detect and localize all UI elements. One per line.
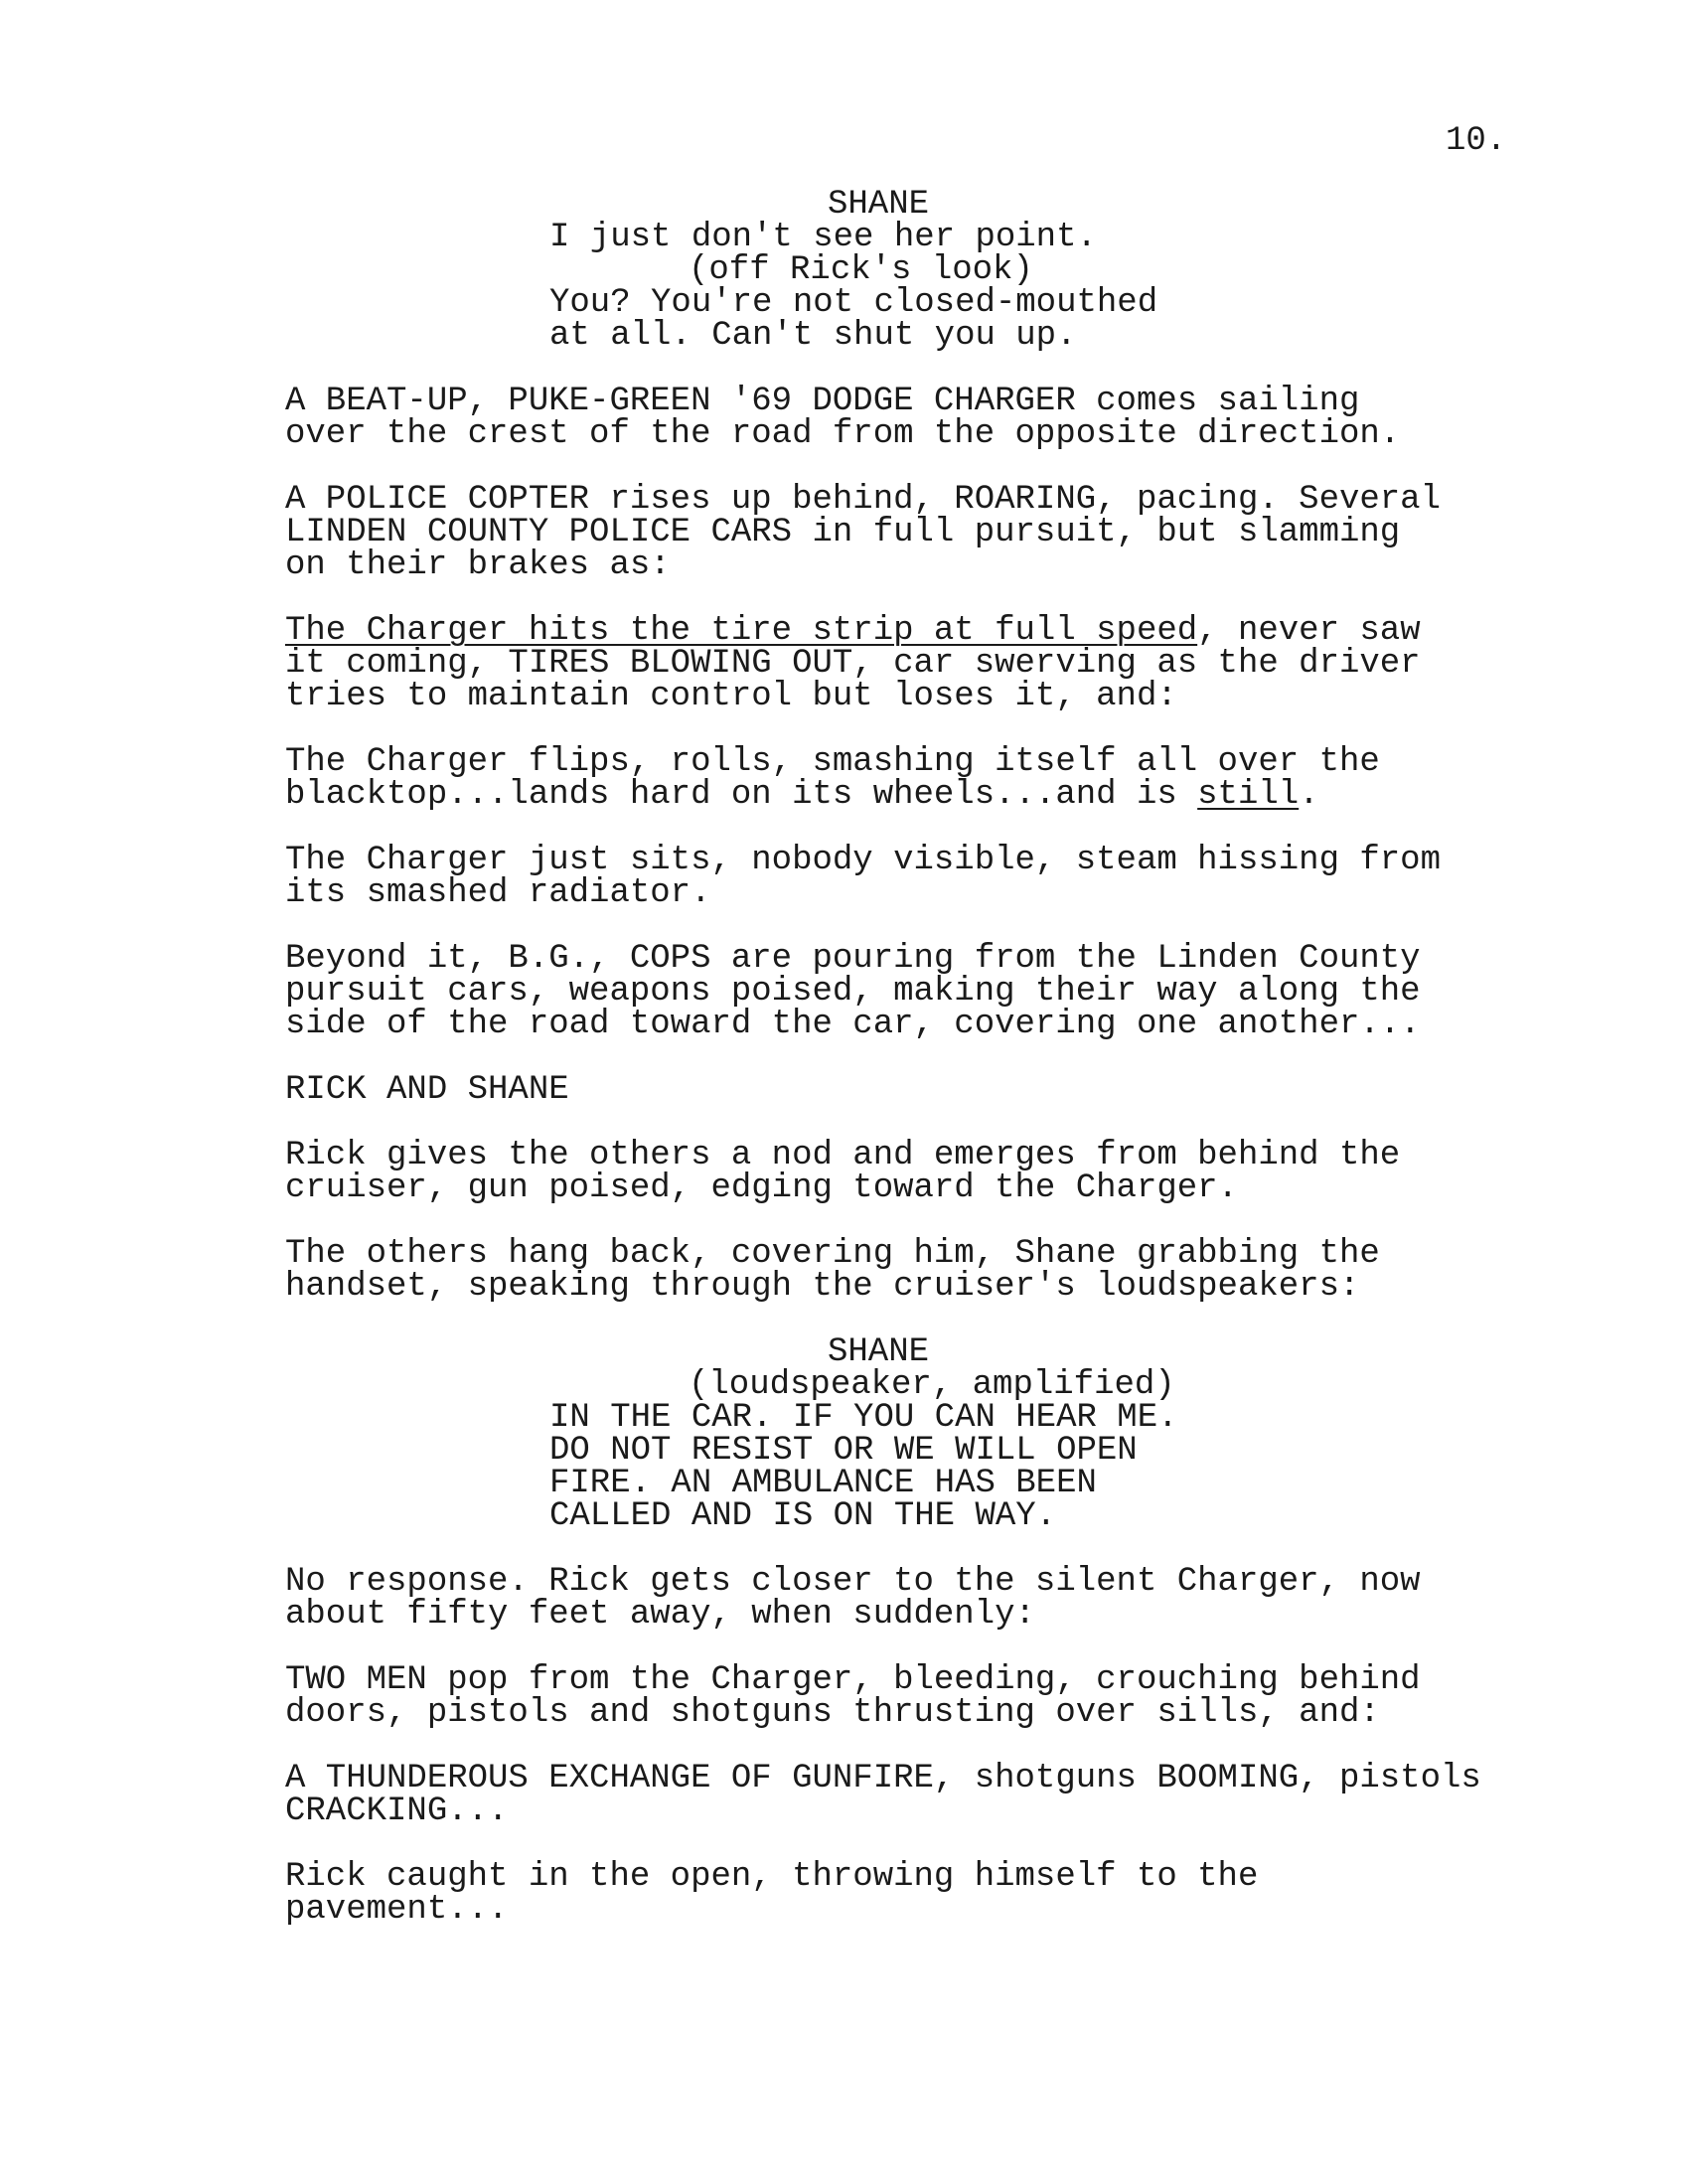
action-paragraph: The Charger just sits, nobody visible, steam hissing from its smashed radiator. [285, 842, 1441, 912]
dialogue-parenthetical: (loudspeaker, amplified) [689, 1366, 1175, 1404]
action-paragraph: Beyond it, B.G., COPS are pouring from the Linden County pursuit cars, weapons poised, making their way along the side of the road toward the car, covering one another... [285, 940, 1421, 1043]
scene-subheading: RICK AND SHANE [285, 1071, 569, 1109]
dialogue-line: I just don't see her point. [549, 219, 1097, 256]
action-paragraph: A BEAT-UP, PUKE-GREEN '69 DODGE CHARGER comes sailing over the crest of the road from the opposite direction. [285, 383, 1401, 453]
action-paragraph: A THUNDEROUS EXCHANGE OF GUNFIRE, shotguns BOOMING, pistols CRACKING... [285, 1760, 1481, 1830]
underlined-text: still [1197, 776, 1300, 814]
dialogue-parenthetical: (off Rick's look) [689, 251, 1033, 289]
action-paragraph: Rick gives the others a nod and emerges from behind the cruiser, gun poised, edging toward the Charger. [285, 1137, 1401, 1207]
action-paragraph [285, 612, 1421, 715]
page-number: 10. [1446, 122, 1507, 160]
action-text: . [1299, 776, 1319, 814]
action-text: , never saw it coming, TIRES BLOWING OUT, car swerving as the driver tries to maintain control but loses it, and: [285, 612, 1421, 715]
action-paragraph: A POLICE COPTER rises up behind, ROARING, pacing. Several LINDEN COUNTY POLICE CARS in full pursuit, but slamming on their brakes as: [285, 481, 1441, 584]
action-paragraph: Rick caught in the open, throwing himself to the pavement... [285, 1858, 1259, 1929]
dialogue-line: You? You're not closed-mouthed at all. Can't shut you up. [549, 284, 1158, 355]
action-paragraph: The others hang back, covering him, Shane grabbing the handset, speaking through the cruiser's loudspeakers: [285, 1235, 1380, 1306]
dialogue-character-shane: SHANE [828, 186, 930, 224]
action-paragraph: No response. Rick gets closer to the silent Charger, now about fifty feet away, when suddenly: [285, 1563, 1421, 1634]
action-paragraph: TWO MEN pop from the Charger, bleeding, crouching behind doors, pistols and shotguns thrusting over sills, and: [285, 1661, 1421, 1732]
action-text: The Charger flips, rolls, smashing itself all over the blacktop...lands hard on its wheels...and is [285, 743, 1380, 814]
dialogue-character-shane: SHANE [828, 1333, 930, 1371]
action-paragraph [285, 743, 1380, 814]
dialogue-line: IN THE CAR. IF YOU CAN HEAR ME. DO NOT RESIST OR WE WILL OPEN FIRE. AN AMBULANCE HAS BEEN CALLED AND IS ON THE WAY. [549, 1399, 1178, 1535]
underlined-text: The Charger hits the tire strip at full speed [285, 612, 1198, 650]
